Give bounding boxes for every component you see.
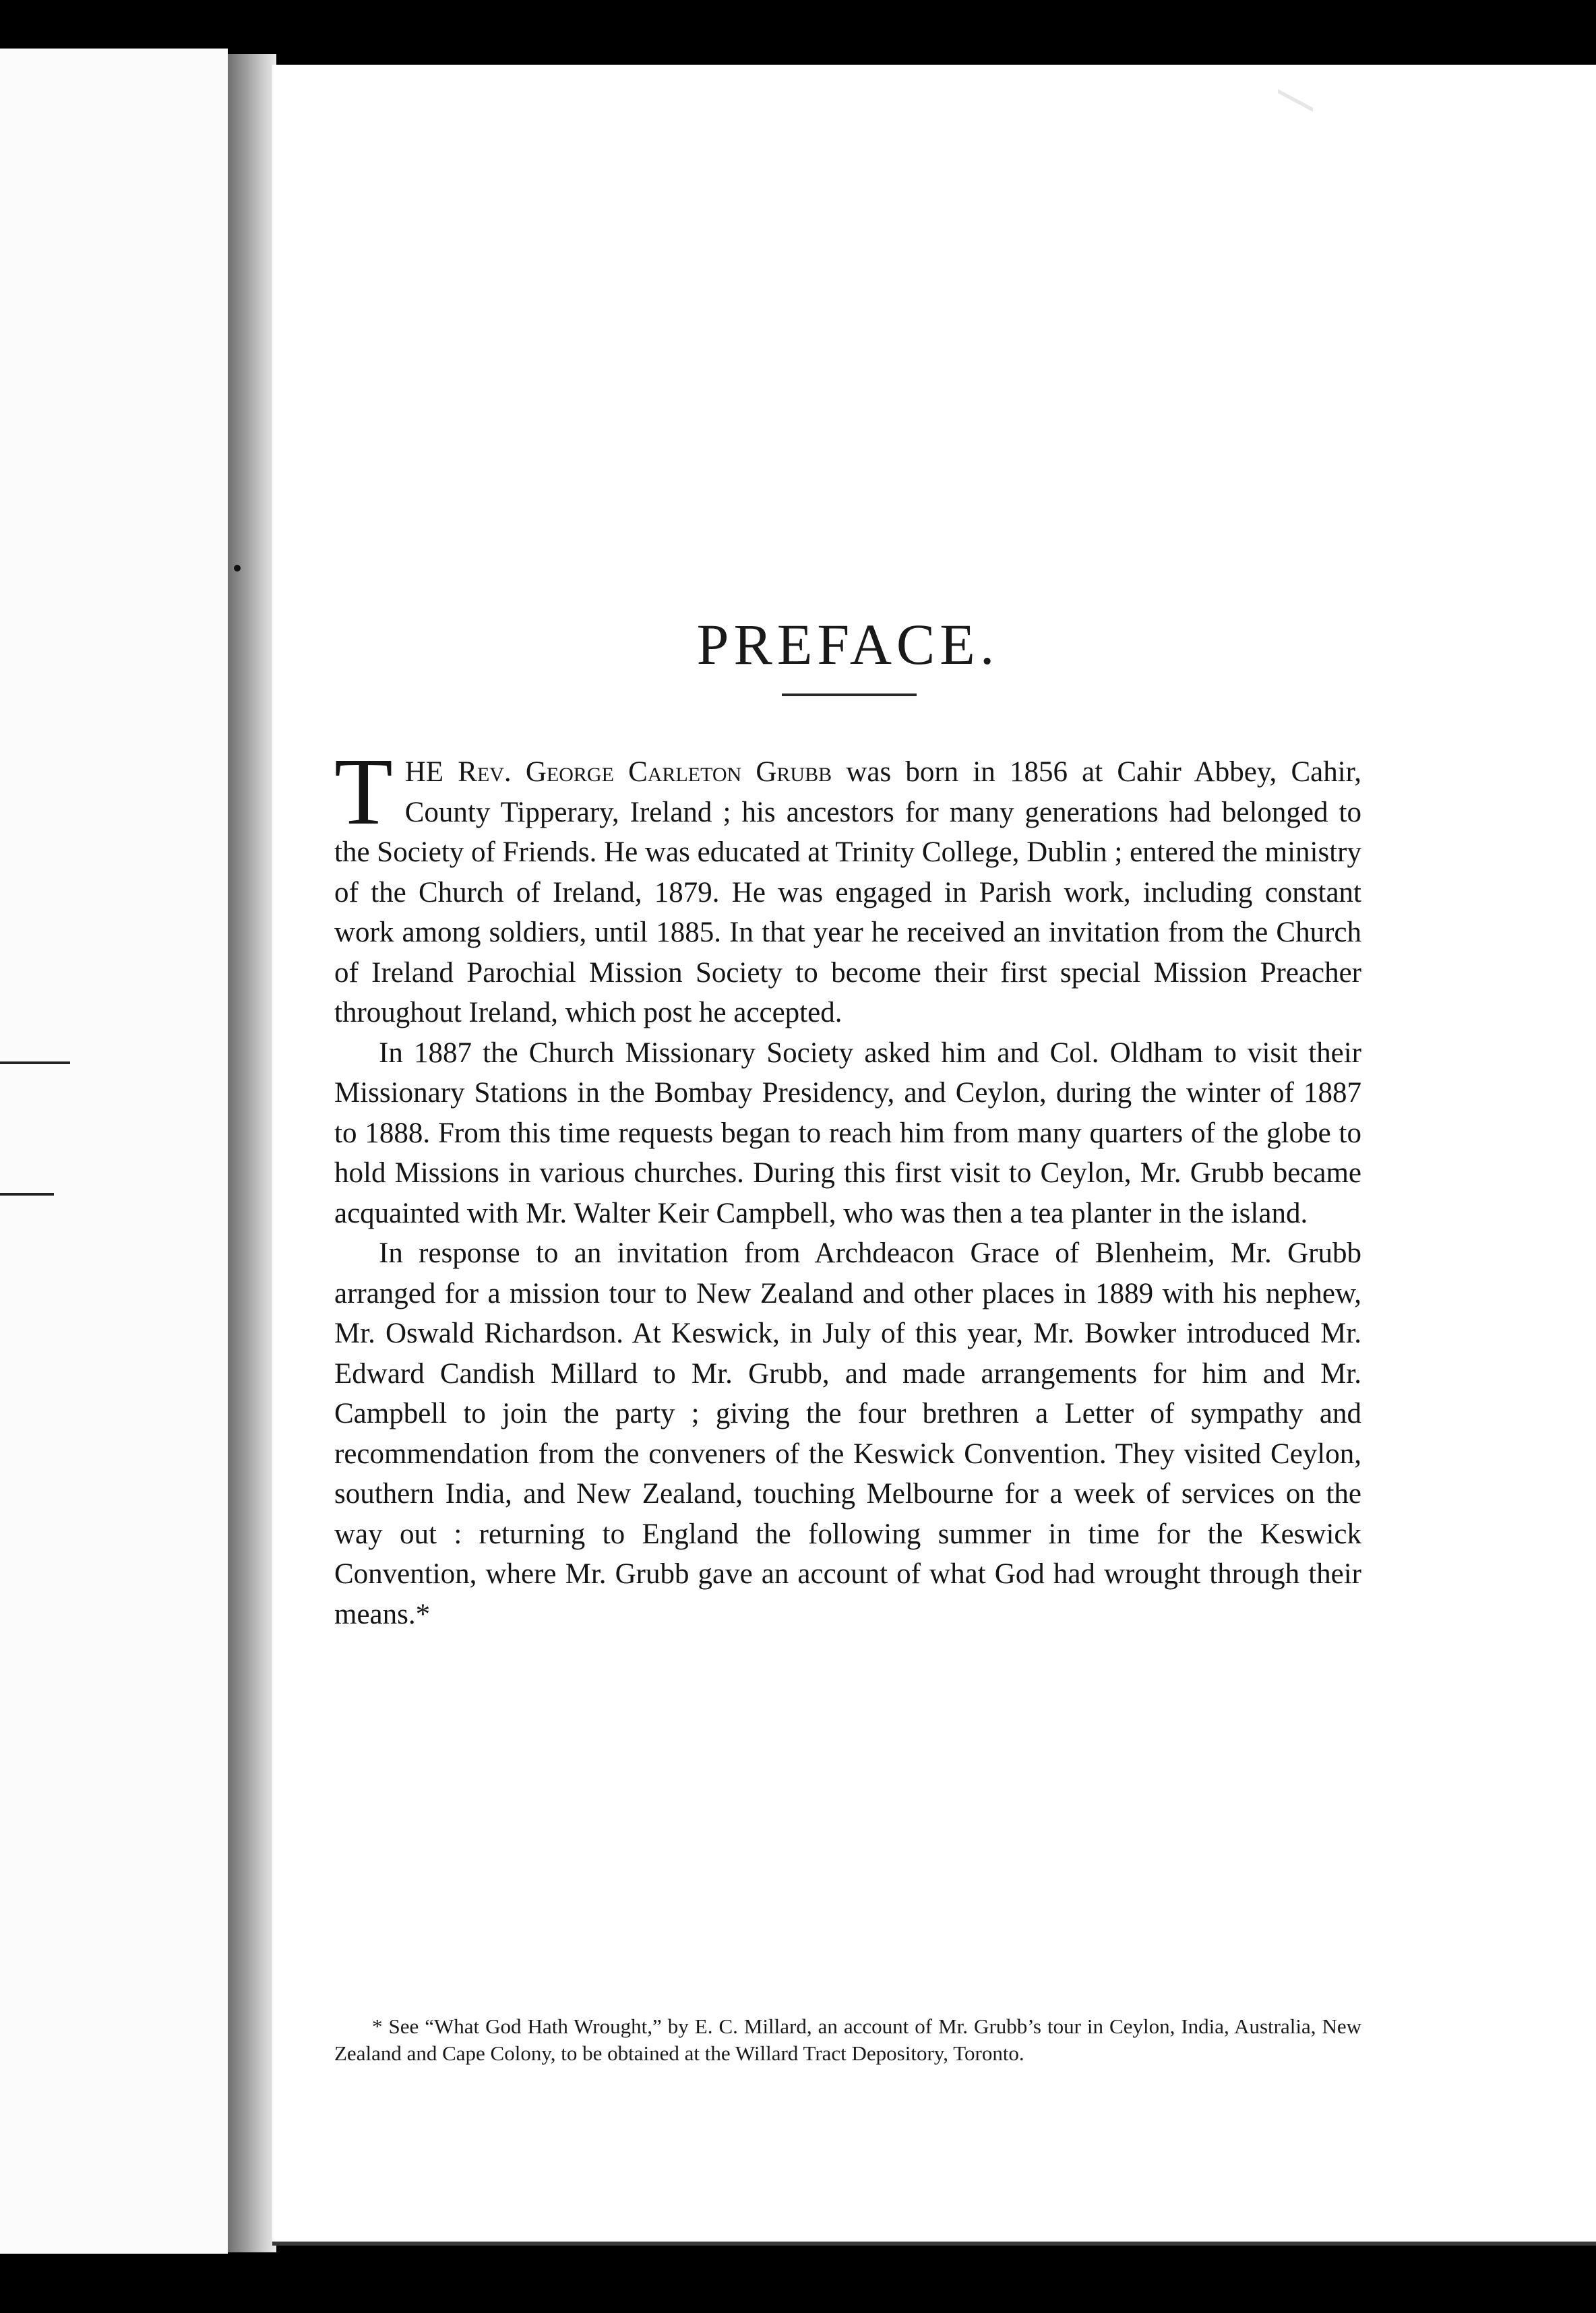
page-bottom-edge — [272, 2242, 1596, 2246]
footnote: * See “What God Hath Wrought,” by E. C. Millard, an account of Mr. Grubb’s tour in Ceylon, India, Australia, New Zealand and Cape Colony, to be obtained at the Willard Tract Depository, Toronto. — [334, 2014, 1361, 2065]
preface-page — [272, 65, 1596, 2243]
paragraph-1-lead: HE — [404, 756, 444, 788]
subject-name: Rev. George Carleton Grubb — [458, 756, 832, 788]
paragraph-1 — [334, 738, 1362, 1033]
paragraph-2: In 1887 the Church Missionary Society asked him and Col. Oldham to visit their Missionary Stations in the Bombay Presidency, and Ceylon, during the winter of 1887 to 1888. From this time requests began to reach him from many quarters of the globe to hold Missions in various churches. During this first visit to Ceylon, Mr. Grubb became acquainted with Mr. Walter Keir Campbell, who was then a tea planter in the island. — [334, 1037, 1361, 1229]
book-gutter-shadow — [228, 54, 276, 2252]
preface-body — [334, 738, 1362, 1634]
facing-page-edge — [0, 49, 228, 2254]
gutter-speck — [234, 565, 241, 572]
page-title: PREFACE. — [696, 611, 1000, 677]
paragraph-3: In response to an invitation from Archdeacon Grace of Blenheim, Mr. Grubb arranged for a mission tour to New Zealand and other places in 1889 with his nephew, Mr. Oswald Richardson. At Keswick, in July of this year, Mr. Bowker introduced Mr. Edward Candish Millard to Mr. Grubb, and made arrangements for him and Mr. Campbell to join the party ; giving the four brethren a Letter of sympathy and recommendation from the conveners of the Keswick Convention. They visited Ceylon, southern India, and New Zealand, touching Melbourne for a week of services on the way out : returning to England the following summer in time for the Keswick Convention, where Mr. Grubb gave an account of what God had wrought through their means.* — [334, 1237, 1361, 1630]
title-rule — [782, 693, 917, 696]
paragraph-1-text: was born in 1856 at Cahir Abbey, Cahir, County Tipperary, Ireland ; his ancestors for many generations had belonged to the Society of Friends. He was educated at Trinity College, Dublin ; entered the ministry of the Church of Ireland, 1879. He was engaged in Parish work, including constant work among soldiers, until 1885. In that year he received an invitation from the Church of Ireland Parochial Mission Society to become their first special Mission Preacher throughout Ireland, which post he accepted. — [334, 756, 1362, 1028]
scan-corner-mark — [1278, 89, 1313, 136]
facing-page-line-mark — [0, 1061, 70, 1064]
drop-cap: T — [334, 738, 393, 844]
facing-page-line-mark — [0, 1193, 54, 1196]
